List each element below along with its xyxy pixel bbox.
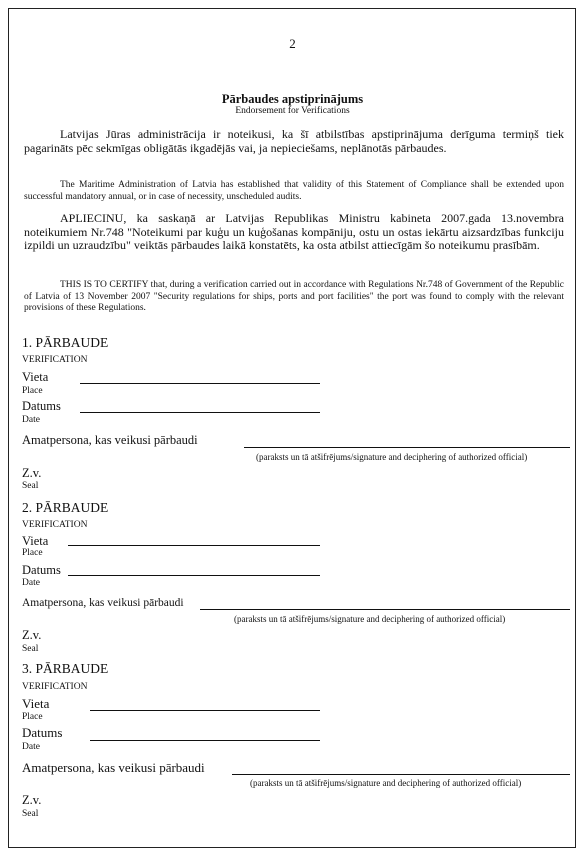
verification-3-seal-label: Z.v. — [22, 793, 42, 807]
verification-2-date-field[interactable] — [68, 575, 320, 576]
verification-3-heading: 3. PĀRBAUDE — [22, 661, 109, 676]
verification-1-heading: 1. PĀRBAUDE — [22, 335, 109, 350]
page-subtitle: Endorsement for Verifications — [235, 106, 350, 116]
verification-2-date-label: Datums — [22, 563, 61, 577]
verification-3-signature-caption: (paraksts un tā atšifrējums/signature and deciphering of authorized official) — [250, 778, 522, 788]
verification-2-heading: 2. PĀRBAUDE — [22, 500, 109, 515]
paragraph-2-en: THIS IS TO CERTIFY that, during a verification carried out in accordance with Regulations Nr.748 of Government of the Republic of Latvia of 13 November 2007 "Security regulations for ships, ports and port facilities" the port was found to comply with the relevant provisions of these Regulations. — [24, 280, 564, 313]
verification-1-official-label: Amatpersona, kas veikusi pārbaudi — [22, 433, 198, 447]
verification-1-place-field[interactable] — [80, 383, 320, 384]
verification-2-signature-caption: (paraksts un tā atšifrējums/signature and deciphering of authorized official) — [234, 614, 506, 624]
verification-1-place-label-en: Place — [22, 386, 43, 396]
verification-2-place-label-en: Place — [22, 548, 43, 558]
verification-1-label-en: VERIFICATION — [22, 355, 88, 365]
verification-3-official-label: Amatpersona, kas veikusi pārbaudi — [22, 760, 205, 775]
verification-2-label-en: VERIFICATION — [22, 520, 88, 530]
verification-3-signature-field[interactable] — [232, 774, 570, 775]
verification-3-date-field[interactable] — [90, 740, 320, 741]
verification-2-place-label: Vieta — [22, 534, 49, 548]
verification-1-seal-label-en: Seal — [22, 481, 39, 491]
verification-3-label-en: VERIFICATION — [22, 682, 88, 692]
verification-3-seal-label-en: Seal — [22, 809, 39, 819]
paragraph-1-en: The Maritime Administration of Latvia has established that validity of this Statement of Compliance shall be extended upon successful mandatory annual, or in case of necessity, unscheduled audits. — [24, 180, 564, 202]
verification-1-signature-field[interactable] — [244, 447, 570, 448]
verification-1-date-label-en: Date — [22, 415, 40, 425]
verification-3-date-label-en: Date — [22, 742, 40, 752]
paragraph-1-lv: Latvijas Jūras administrācija ir noteikusi, ka šī atbilstības apstiprinājuma derīguma termiņš tiek pagarināts pēc sekmīgas obligātās ikgadējās vai, ja nepieciešams, neplānotās pārbaudes. — [24, 127, 564, 155]
verification-3-place-label-en: Place — [22, 712, 43, 722]
page-title: Pārbaudes apstiprinājums — [221, 92, 364, 106]
verification-2-seal-label: Z.v. — [22, 628, 42, 642]
verification-2-seal-label-en: Seal — [22, 644, 39, 654]
verification-1-signature-caption: (paraksts un tā atšifrējums/signature and deciphering of authorized official) — [256, 452, 528, 462]
page-number: 2 — [289, 36, 296, 51]
verification-3-place-label: Vieta — [22, 696, 50, 711]
verification-2-official-label: Amatpersona, kas veikusi pārbaudi — [22, 597, 184, 609]
verification-2-date-label-en: Date — [22, 578, 40, 588]
verification-1-date-label: Datums — [22, 399, 61, 413]
verification-1-seal-label: Z.v. — [22, 466, 42, 480]
verification-2-signature-field[interactable] — [200, 609, 570, 610]
paragraph-2-lv: APLIECINU, ka saskaņā ar Latvijas Republikas Ministru kabineta 2007.gada 13.novembra noteikumiem Nr.748 "Noteikumi par kuģu un kuģošanas kompāniju, ostu un ostas iekārtu aizsardzības funkciju izpildi un uzraudzību" veiktās pārbaudes laikā konstatēts, ka osta atbilst attiecīgām šo noteikumu prasībām. — [24, 211, 564, 252]
verification-2-place-field[interactable] — [68, 545, 320, 546]
verification-1-date-field[interactable] — [80, 412, 320, 413]
verification-1-place-label: Vieta — [22, 370, 49, 384]
verification-3-date-label: Datums — [22, 725, 63, 740]
verification-3-place-field[interactable] — [90, 710, 320, 711]
